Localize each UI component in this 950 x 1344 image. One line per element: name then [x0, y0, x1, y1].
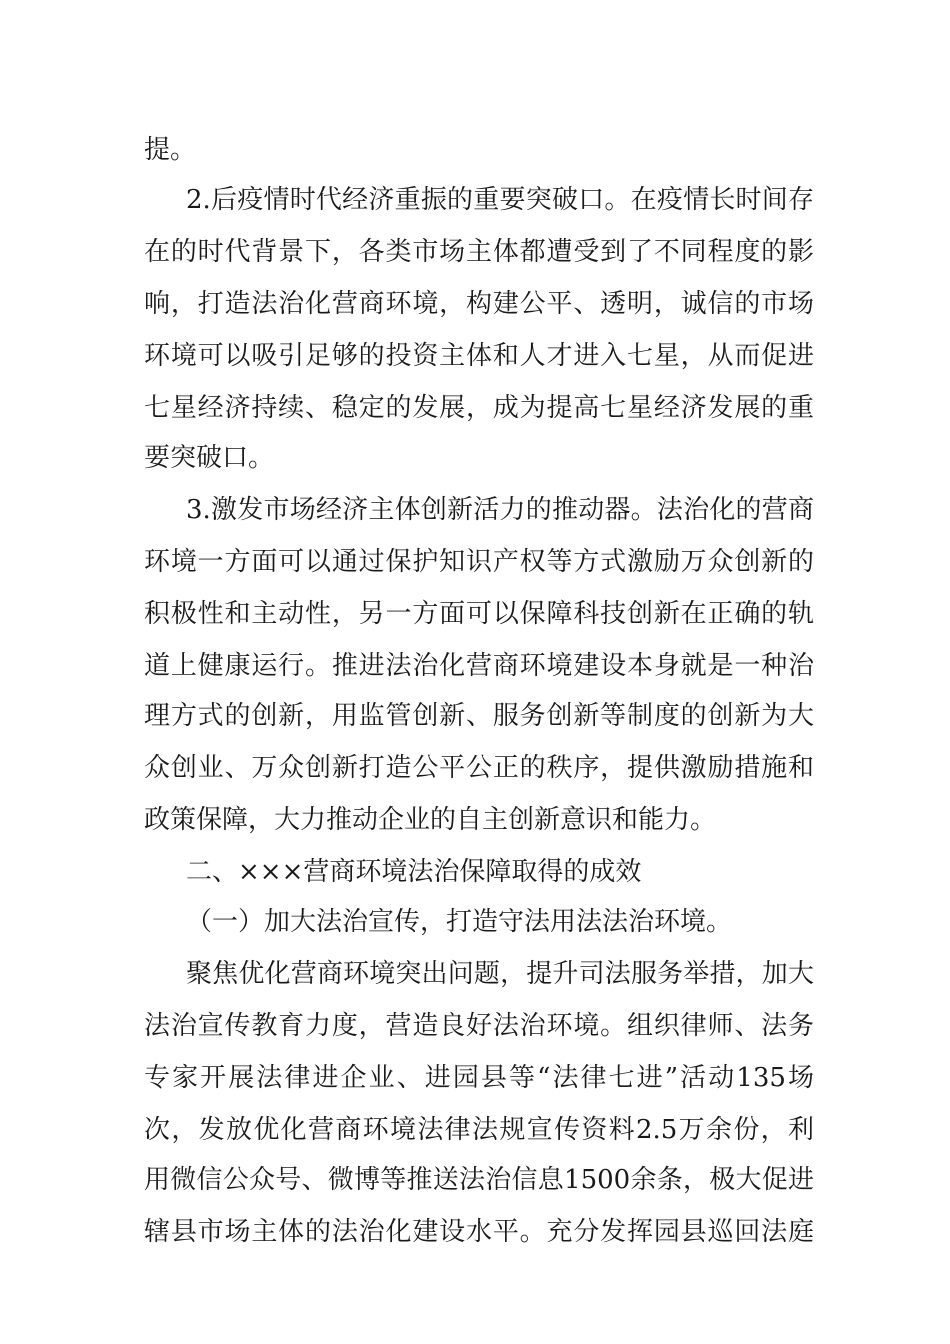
paragraph-line: 2.后疫情时代经济重振的重要突破口。在疫情长时间存 [186, 185, 814, 215]
paragraph-line: 法治宣传教育力度，营造良好法治环境。组织律师、法务 [144, 1011, 814, 1041]
paragraph-line: 七星经济持续、稳定的发展，成为提高七星经济发展的重 [144, 393, 814, 423]
paragraph-line: 环境可以吸引足够的投资主体和人才进入七星，从而促进 [144, 341, 814, 371]
paragraph-line: 积极性和主动性，另一方面可以保障科技创新在正确的轨 [144, 599, 814, 629]
paragraph-line: 要突破口。 [144, 443, 275, 473]
paragraph-line: 道上健康运行。推进法治化营商环境建设本身就是一种治 [144, 651, 814, 681]
paragraph-line: 次，发放优化营商环境法律法规宣传资料2.5万余份，利 [144, 1115, 814, 1145]
paragraph-line: 提。 [144, 135, 197, 165]
paragraph-line: 专家开展法律进企业、进园县等“法律七进”活动135场 [144, 1063, 814, 1093]
paragraph-line: 理方式的创新，用监管创新、服务创新等制度的创新为大 [144, 701, 814, 731]
paragraph-line: 众创业、万众创新打造公平公正的秩序，提供激励措施和 [144, 753, 814, 783]
paragraph-line: 用微信公众号、微博等推送法治信息1500余条，极大促进 [144, 1165, 814, 1195]
paragraph-line: 聚焦优化营商环境突出问题，提升司法服务举措，加大 [186, 959, 814, 989]
paragraph-line: 环境一方面可以通过保护知识产权等方式激励万众创新的 [144, 547, 814, 577]
subsection-heading: （一）加大法治宣传，打造守法用法法治环境。 [186, 907, 733, 937]
section-heading: 二、×××营商环境法治保障取得的成效 [186, 857, 642, 887]
paragraph-line: 辖县市场主体的法治化建设水平。充分发挥园县巡回法庭 [144, 1217, 814, 1247]
paragraph-line: 响，打造法治化营商环境，构建公平、透明，诚信的市场 [144, 289, 814, 319]
paragraph-line: 政策保障，大力推动企业的自主创新意识和能力。 [144, 805, 717, 835]
paragraph-line: 3.激发市场经济主体创新活力的推动器。法治化的营商 [186, 495, 814, 525]
paragraph-line: 在的时代背景下，各类市场主体都遭受到了不同程度的影 [144, 237, 814, 267]
